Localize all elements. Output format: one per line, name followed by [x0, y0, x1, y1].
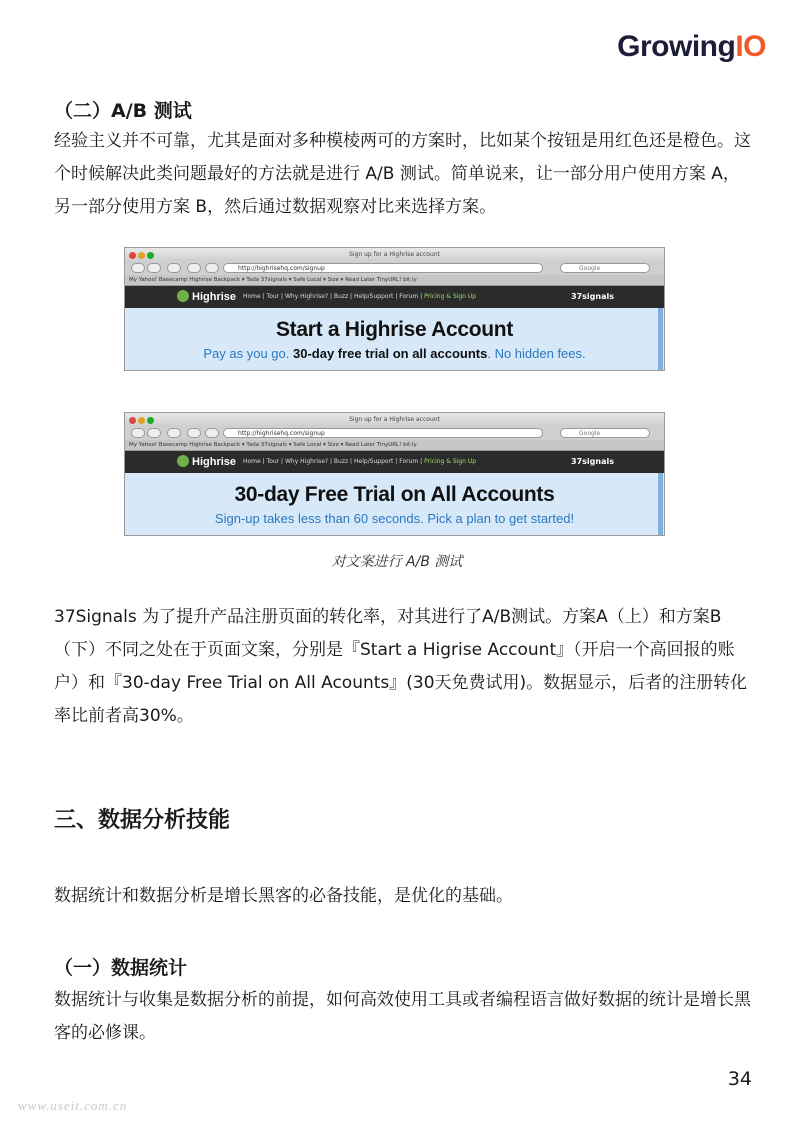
nav-text: Home | Tour | Why Highrise? | Buzz | Help/Support | Forum |: [243, 458, 423, 465]
screenshot-variant-a: [124, 247, 665, 371]
subheadline-a: [125, 346, 664, 361]
highrise-brand: [177, 290, 236, 303]
forward-icon: [147, 428, 161, 438]
browser-toolbar: [125, 426, 664, 440]
ab-test-paragraph: 经验主义并不可靠，尤其是面对多种模棱两可的方案时，比如某个按钮是用红色还是橙色。这个时候解决此类问题最好的方法就是进行 A/B 测试。简单说来，让一部分用户使用方案 A，另一部分使用方案 B，然后通过数据观察对比来选择方案。: [54, 131, 751, 217]
window-title: Sign up for a Highrise account: [349, 416, 440, 423]
sub-pre: Pay as you go.: [203, 346, 293, 361]
site-nav-links: [243, 458, 476, 465]
highrise-logo-icon: [177, 455, 189, 467]
home-icon: [205, 263, 219, 273]
37signals-paragraph: 37Signals 为了提升产品注册页面的转化率，对其进行了A/B测试。方案A（上）和方案B（下）不同之处在于页面文案，分别是『Start a Higrise Account』（开启一个高回报的账户）和『30-day Free Trial on All Acounts』(30天免费试用)。数据显示，后者的注册转化率比前者高30%。: [54, 607, 748, 726]
url-bar: http://highrisehq.com/signup: [223, 263, 543, 273]
brand-text: Highrise: [192, 456, 237, 468]
section-3-paragraph: 数据统计和数据分析是增长黑客的必备技能，是优化的基础。: [54, 886, 513, 906]
nav-highlight: Pricing & Sign Up: [424, 458, 477, 465]
data-stats-paragraph: 数据统计与收集是数据分析的前提，如何高效使用工具或者编程语言做好数据的统计是增长黑客的必修课。: [54, 990, 751, 1043]
url-bar: http://highrisehq.com/signup: [223, 428, 543, 438]
reload-icon: [167, 263, 181, 273]
window-titlebar: [125, 248, 664, 261]
sub-post: . No hidden fees.: [487, 346, 586, 361]
back-icon: [131, 428, 145, 438]
data-stats-heading: （一）数据统计: [54, 957, 188, 979]
scrollbar: [658, 473, 663, 536]
headline-b: 30-day Free Trial on All Accounts: [234, 483, 555, 506]
headline-a: Start a Highrise Account: [275, 318, 514, 341]
home-icon: [205, 428, 219, 438]
figure-caption: 对文案进行 A/B 测试: [331, 554, 463, 570]
highrise-brand: [177, 455, 236, 468]
stop-icon: [187, 263, 201, 273]
bookmarks-bar: My Yahoo! Basecamp Highrise Backpack ▾ Tada 37signals ▾ Safe Local ▾ Size ▾ Read Later TinyURL! bit.ly: [125, 275, 664, 286]
highrise-logo-icon: [177, 290, 189, 302]
scrollbar: [658, 308, 663, 371]
page-number: 34: [727, 1068, 752, 1090]
screenshot-variant-b: [124, 412, 665, 536]
sub-bold: 30-day free trial on all accounts: [292, 346, 488, 361]
browser-toolbar: [125, 261, 664, 275]
logo-main-text: Growing: [617, 30, 736, 63]
subheadline-b: Sign-up takes less than 60 seconds. Pick a plan to get started!: [214, 511, 575, 526]
bookmarks-bar: My Yahoo! Basecamp Highrise Backpack ▾ Tada 37signals ▾ Safe Local ▾ Size ▾ Read Later TinyURL! bit.ly: [125, 440, 664, 451]
search-box: Google: [560, 263, 650, 273]
window-title: Sign up for a Highrise account: [349, 251, 440, 258]
company-name: 37signals: [571, 457, 614, 466]
site-nav-links: [243, 293, 476, 300]
stop-icon: [187, 428, 201, 438]
watermark: www.useit.com.cn: [18, 1098, 128, 1113]
nav-text: Home | Tour | Why Highrise? | Buzz | Help/Support | Forum |: [243, 293, 423, 300]
search-box: Google: [560, 428, 650, 438]
growingio-logo: [617, 30, 766, 64]
company-name: 37signals: [571, 292, 614, 301]
window-titlebar: [125, 413, 664, 426]
forward-icon: [147, 263, 161, 273]
brand-text: Highrise: [192, 291, 237, 303]
section-3-heading: 三、数据分析技能: [54, 808, 231, 833]
reload-icon: [167, 428, 181, 438]
logo-accent-text: IO: [735, 30, 766, 63]
site-navbar: [125, 286, 664, 308]
ab-test-heading: （二）A/B 测试: [54, 100, 192, 122]
back-icon: [131, 263, 145, 273]
nav-highlight: Pricing & Sign Up: [424, 293, 477, 300]
site-navbar: [125, 451, 664, 473]
